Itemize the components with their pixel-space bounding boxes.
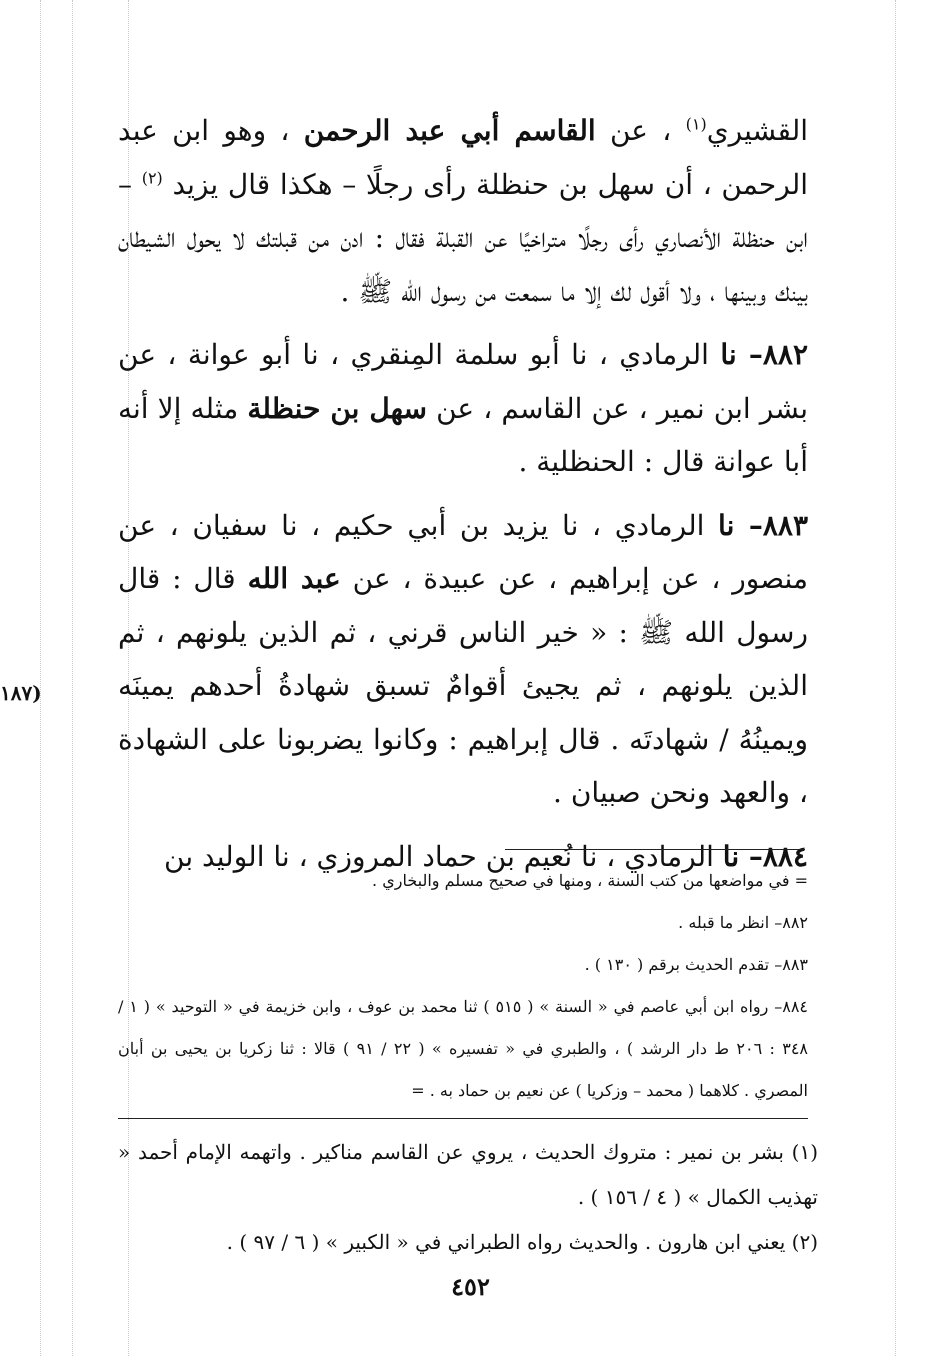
- footnotes-divider: [118, 1118, 808, 1119]
- narrator-name: القاسم أبي عبد الرحمن: [303, 114, 596, 147]
- text-run: ، وهو ابن عبد الرحمن ، أن سهل بن حنظلة رأى رجلًا – هكذا قال يزيد: [118, 114, 809, 201]
- manuscript-folio-marker: (١٨٧: [0, 681, 42, 705]
- footnotes: [118, 1130, 818, 1265]
- note-line: = في مواضعها من كتب السنة ، ومنها في صحيح مسلم والبخاري .: [372, 871, 808, 890]
- notes-divider: [505, 849, 805, 850]
- main-text: [118, 104, 808, 883]
- text-run: الرمادي ، نا نُعيم بن حماد المروزي ، نا الوليد بن: [164, 839, 714, 873]
- footnote-ref: (١): [685, 114, 707, 134]
- takhrij-notes: [118, 860, 808, 1112]
- note-line: ٨٨٣– تقدم الحديث برقم ( ١٣٠ ) .: [584, 955, 808, 974]
- hadith-883: [118, 499, 808, 820]
- text-run: قال : قال رسول الله ﷺ : « خير الناس قرني ، ثم الذين يلونهم ، ثم الذين يلونهم ، ثم يجيئ أقوامٌ تسبق شهادةُ أحدهم يمينَه ويمينُهُ / شهادتَه . قال إبراهيم : وكانوا يضربونا على الشهادة ، والعهد ونحن صبيان .: [118, 562, 808, 809]
- narrator-name: عبد الله: [247, 562, 341, 595]
- text-run: القشيري: [706, 114, 809, 147]
- note-line: ٨٨٤– رواه ابن أبي عاصم في « السنة » ( ٥١٥ ) ثنا محمد بن عوف ، وابن خزيمة في « التوحيد » ( ١ / ٣٤٨ : ٢٠٦ ط دار الرشد ) ، والطبري في « تفسيره » ( ٢٢ / ٩١ ) قالا : ثنا زكريا بن يحيى بن أبان المصري . كلاهما ( محمد – وزكريا ) عن نعيم بن حماد به . =: [118, 997, 809, 1100]
- hadith-882: [118, 328, 808, 489]
- hadith-number: ٨٨٤– نا: [722, 839, 808, 873]
- page-number: ٤٥٢: [451, 1272, 490, 1301]
- text-run: مثله إلا أنه أبا عوانة قال : الحنظلية .: [118, 391, 808, 478]
- footnote-ref: (٢): [141, 168, 163, 188]
- text-run: الرمادي ، نا أبو سلمة المِنقري ، نا أبو عوانة ، عن بشر ابن نمير ، عن القاسم ، عن: [118, 338, 808, 425]
- paragraph-continuation: [118, 104, 808, 318]
- footnote-1: (١) بشر بن نمير : متروك الحديث ، يروي عن القاسم مناكير . واتهمه الإمام أحمد « تهذيب الكمال » ( ٤ / ١٥٦ ) .: [118, 1140, 818, 1209]
- scan-guide-line: [40, 0, 41, 1356]
- text-run: – ابن حنظلة الأنصاري رأى رجلًا متراخيًا عن القبلة فقال : ادن من قبلتك لا يحول الشيطان بينك وبينها ، ولا أقول لك إلا ما سمعت من رسول الله ﷺ .: [118, 167, 808, 308]
- text-run: الرمادي ، نا يزيد بن أبي حكيم ، نا سفيان ، عن منصور ، عن إبراهيم ، عن عبيدة ، عن: [118, 508, 809, 595]
- footnote-2: (٢) يعني ابن هارون . والحديث رواه الطبراني في « الكبير » ( ٦ / ٩٧ ) .: [226, 1230, 818, 1254]
- hadith-number: ٨٨٣– نا: [718, 508, 808, 542]
- narrator-name: سهل بن حنظلة: [247, 391, 427, 425]
- note-line: ٨٨٢– انظر ما قبله .: [678, 913, 808, 932]
- scan-guide-line: [895, 0, 896, 1356]
- text-run: ، عن: [609, 114, 672, 147]
- scan-guide-line: [72, 0, 73, 1356]
- hadith-number: ٨٨٢– نا: [720, 338, 808, 371]
